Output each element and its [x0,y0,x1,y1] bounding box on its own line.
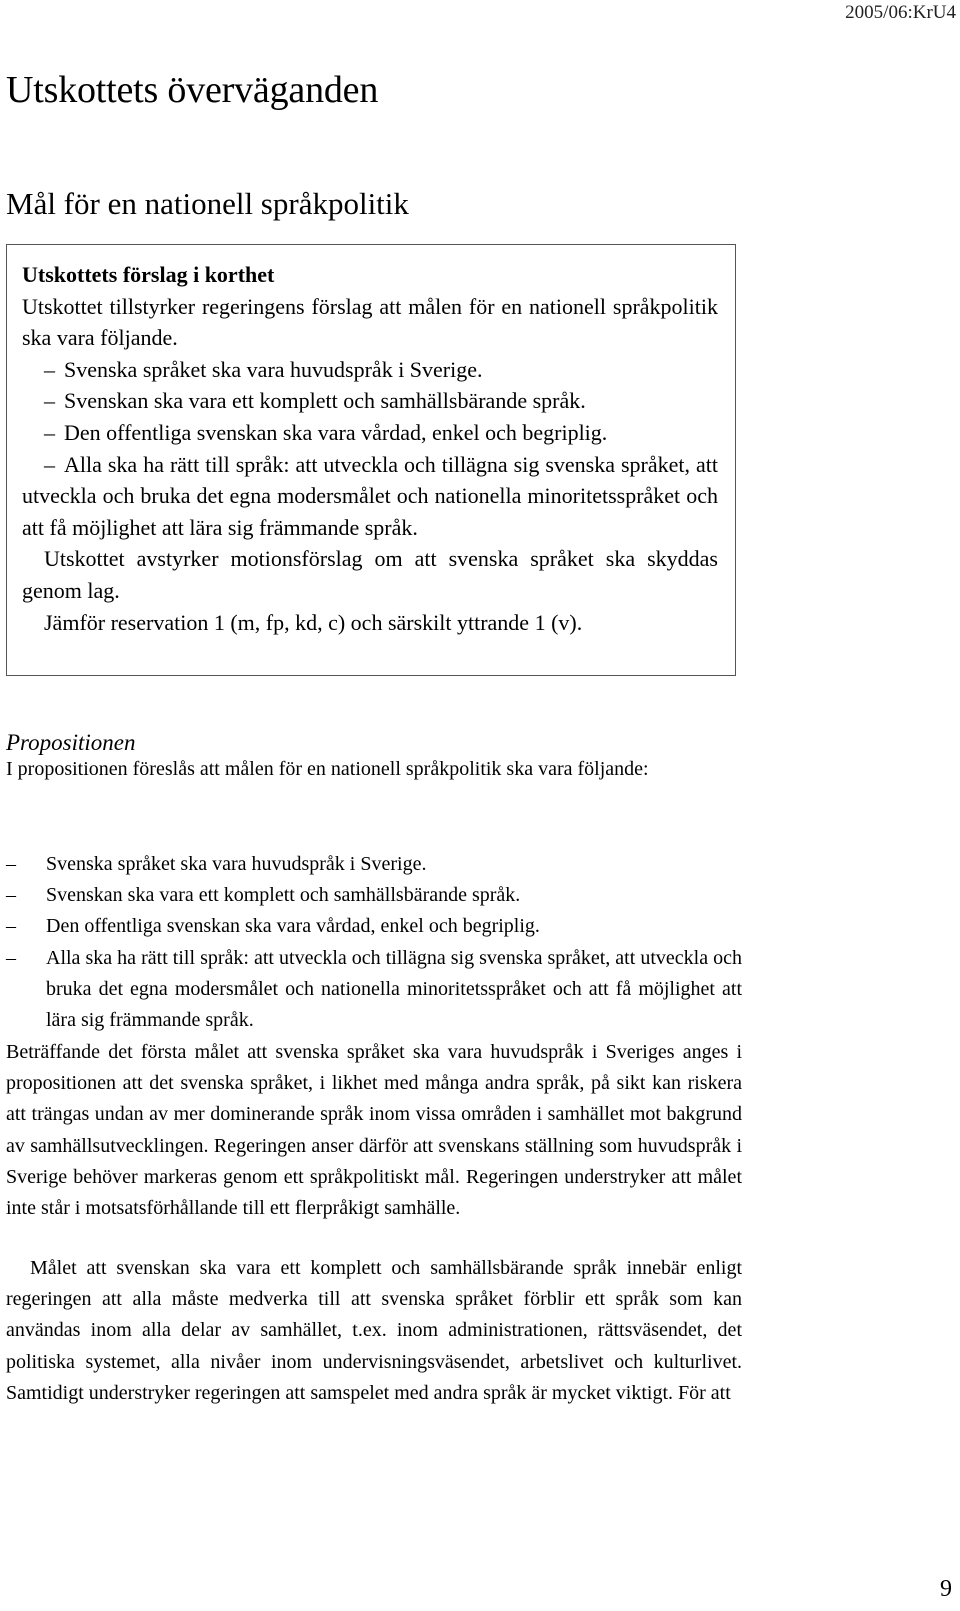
summary-rejection: Utskottet avstyrker motionsförslag om att svenska språket ska skyddas genom lag. [22,546,718,603]
body-paragraph: Målet att svenskan ska vara ett komplett och samhällsbärande språk innebär enligt regeringen att alla måste medverka till att svenska språket förblir ett språk som kan användas inom alla delar av samhället, t.ex. inom administrationen, rättsväsendet, det politiska systemet, alla nivåer inom undervisningsväsendet, arbetslivet och kulturlivet. Samtidigt understryker regeringen att samspelet med andra språk är mycket viktigt. För att [6,1257,742,1404]
dash-glyph: – [6,853,16,875]
summary-heading: Utskottets förslag i korthet [22,262,275,287]
document-reference: 2005/06:KrU4 [845,2,956,23]
list-item [6,943,742,1037]
summary-item [22,385,718,417]
dash-glyph: – [6,946,16,969]
page-title: Utskottets överväganden [6,69,379,111]
dash-glyph: – [44,356,55,382]
summary-item-text: Svenska språket ska vara huvudspråk i Sverige. [64,356,483,382]
list-item-text: Svenskan ska vara ett komplett och samhällsbärande språk. [46,884,521,907]
summary-item [22,354,718,386]
list-item-text: Svenska språket ska vara huvudspråk i Sverige. [46,853,427,875]
list-item [6,911,742,942]
list-item-text: Den offentliga svenskan ska vara vårdad, enkel och begriplig. [46,915,540,938]
dash-glyph: – [44,419,55,445]
summary-item [22,449,718,544]
list-item-text: Alla ska ha rätt till språk: att utveckla och tillägna sig svenska språket, att utveckla och bruka det egna modersmålet och nationella minoritetsspråket och att få möjlighet att lära sig främmande språk. [46,946,742,1032]
section-heading: Mål för en nationell språkpolitik [6,186,409,221]
dash-glyph: – [44,451,55,477]
summary-box [6,244,736,676]
dash-glyph: – [6,884,16,907]
list-item [6,849,742,880]
dash-glyph: – [6,915,16,938]
summary-item-text: Alla ska ha rätt till språk: att utveckla och tillägna sig svenska språket, att utveckla och bruka det egna modersmålet och nationella minoritetsspråket och att få möjlighet att lära sig främmande språk. [22,451,718,540]
body-paragraph: Beträffande det första målet att svenska språket ska vara huvudspråk i Sveriges anges i propositionen att det svenska språket, i likhet med många andra språk, på sikt kan riskera att trängas undan av mer dominerande språk inom vissa områden i samhället mot bakgrund av samhällsutvecklingen. Regeringen anser därför att svenskans ställning som huvudspråk i Sverige behöver markeras genom ett språkpolitiskt mål. Regeringen understryker att målet inte står i motsatsförhållande till ett flerpråkigt samhälle. [6,1041,742,1220]
page-number: 9 [940,1576,952,1602]
list-item [6,880,742,911]
summary-item [22,417,718,449]
summary-item-text: Den offentliga svenskan ska vara vårdad, enkel och begriplig. [64,419,608,445]
summary-intro: Utskottet tillstyrker regeringens förslag att målen för en nationell språkpolitik ska vara följande. [22,293,718,351]
proposition-intro: I propositionen föreslås att målen för en nationell språkpolitik ska vara följande: [6,758,649,780]
proposition-heading: Propositionen [6,730,136,755]
dash-glyph: – [44,388,55,414]
summary-reservation: Jämför reservation 1 (m, fp, kd, c) och särskilt yttrande 1 (v). [44,609,583,635]
summary-item-text: Svenskan ska vara ett komplett och samhällsbärande språk. [64,388,586,414]
proposition-list [6,849,742,1036]
